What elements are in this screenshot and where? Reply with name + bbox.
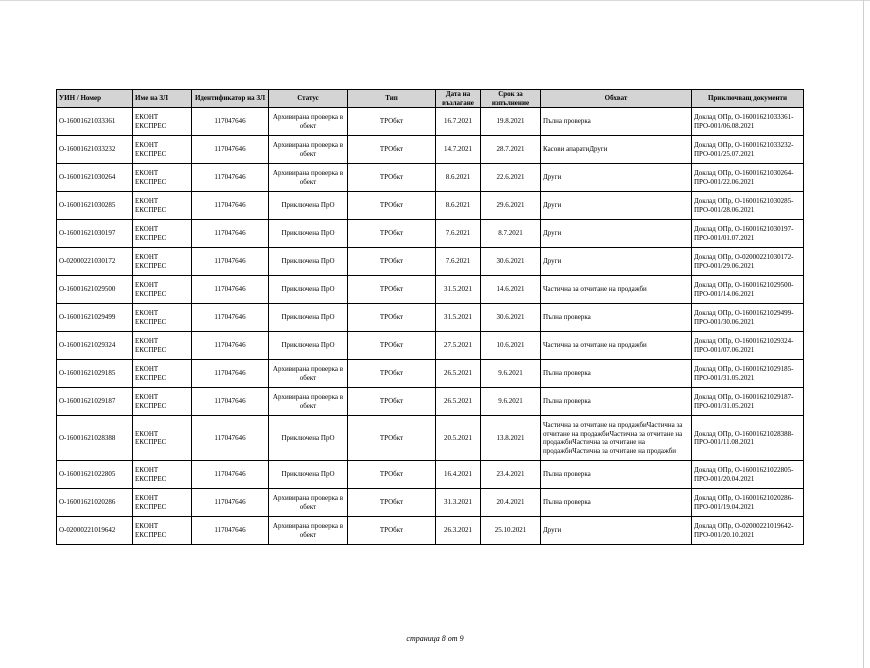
header-date: Дата на възлагане (436, 90, 481, 108)
cell-scope: Пълна проверка (541, 304, 692, 332)
cell-date: 26.3.2021 (436, 517, 481, 545)
cell-id: 117047646 (192, 388, 269, 416)
header-id: Идентификатор на ЗЛ (192, 90, 269, 108)
cell-date: 7.6.2021 (436, 220, 481, 248)
cell-name: ЕКОНТ ЕКСПРЕС (133, 461, 192, 489)
cell-id: 117047646 (192, 332, 269, 360)
cell-docs: Доклад ОПр, О-16001621029185-ПРО-001/31.05.2021 (692, 360, 804, 388)
cell-deadline: 9.6.2021 (481, 360, 541, 388)
cell-name: ЕКОНТ ЕКСПРЕС (133, 360, 192, 388)
cell-scope: Частична за отчитане на продажби (541, 332, 692, 360)
cell-scope: Частична за отчитане на продажбиЧастична за отчитане на продажбиЧастична за отчитане на продажбиЧастична за отчитане на продажбиЧастична за отчитане на продажби (541, 416, 692, 461)
table-row (57, 416, 804, 461)
cell-id: 117047646 (192, 360, 269, 388)
cell-uin: О-16001621029187 (57, 388, 133, 416)
cell-uin: О-16001621029185 (57, 360, 133, 388)
cell-docs: Доклад ОПр, О-16001621029324-ПРО-001/07.06.2021 (692, 332, 804, 360)
cell-name: ЕКОНТ ЕКСПРЕС (133, 220, 192, 248)
cell-id: 117047646 (192, 517, 269, 545)
cell-date: 8.6.2021 (436, 164, 481, 192)
cell-status: Архивирана проверка в обект (269, 164, 348, 192)
table-row (57, 108, 804, 136)
table-row (57, 136, 804, 164)
cell-id: 117047646 (192, 248, 269, 276)
cell-type: ТРОбкт (348, 332, 436, 360)
cell-docs: Доклад ОПр, О-16001621020286-ПРО-001/19.04.2021 (692, 489, 804, 517)
cell-status: Архивирана проверка в обект (269, 108, 348, 136)
cell-uin: О-16001621022805 (57, 461, 133, 489)
cell-status: Архивирана проверка в обект (269, 388, 348, 416)
cell-date: 20.5.2021 (436, 416, 481, 461)
table-body (57, 108, 804, 545)
cell-status: Приключена ПрО (269, 304, 348, 332)
cell-type: ТРОбкт (348, 461, 436, 489)
cell-docs: Доклад ОПр, О-16001621030264-ПРО-001/22.06.2021 (692, 164, 804, 192)
cell-name: ЕКОНТ ЕКСПРЕС (133, 192, 192, 220)
cell-id: 117047646 (192, 461, 269, 489)
cell-scope: Пълна проверка (541, 360, 692, 388)
cell-date: 8.6.2021 (436, 192, 481, 220)
cell-date: 16.4.2021 (436, 461, 481, 489)
table-header-row (57, 90, 804, 108)
cell-uin: О-16001621029500 (57, 276, 133, 304)
cell-id: 117047646 (192, 164, 269, 192)
cell-date: 7.6.2021 (436, 248, 481, 276)
cell-docs: Доклад ОПр, О-16001621030285-ПРО-001/28.06.2021 (692, 192, 804, 220)
header-status: Статус (269, 90, 348, 108)
cell-uin: О-16001621020286 (57, 489, 133, 517)
cell-scope: Други (541, 248, 692, 276)
header-type: Тип (348, 90, 436, 108)
cell-scope: Други (541, 220, 692, 248)
cell-status: Приключена ПрО (269, 332, 348, 360)
table-row (57, 388, 804, 416)
cell-type: ТРОбкт (348, 108, 436, 136)
cell-name: ЕКОНТ ЕКСПРЕС (133, 276, 192, 304)
cell-name: ЕКОНТ ЕКСПРЕС (133, 416, 192, 461)
cell-docs: Доклад ОПр, О-16001621033361-ПРО-001/06.08.2021 (692, 108, 804, 136)
cell-deadline: 28.7.2021 (481, 136, 541, 164)
inspections-table (56, 89, 804, 545)
table-row (57, 248, 804, 276)
cell-status: Приключена ПрО (269, 416, 348, 461)
cell-deadline: 30.6.2021 (481, 304, 541, 332)
cell-status: Архивирана проверка в обект (269, 136, 348, 164)
cell-scope: Пълна проверка (541, 108, 692, 136)
cell-date: 14.7.2021 (436, 136, 481, 164)
cell-date: 31.5.2021 (436, 304, 481, 332)
cell-type: ТРОбкт (348, 416, 436, 461)
cell-status: Архивирана проверка в обект (269, 517, 348, 545)
cell-id: 117047646 (192, 136, 269, 164)
cell-status: Приключена ПрО (269, 276, 348, 304)
cell-docs: Доклад ОПр, О-02000221019642-ПРО-001/20.10.2021 (692, 517, 804, 545)
cell-uin: О-16001621030264 (57, 164, 133, 192)
cell-uin: О-16001621033232 (57, 136, 133, 164)
cell-name: ЕКОНТ ЕКСПРЕС (133, 164, 192, 192)
cell-name: ЕКОНТ ЕКСПРЕС (133, 489, 192, 517)
page-top-edge (0, 0, 870, 7)
cell-deadline: 8.7.2021 (481, 220, 541, 248)
cell-name: ЕКОНТ ЕКСПРЕС (133, 248, 192, 276)
cell-id: 117047646 (192, 489, 269, 517)
cell-date: 31.5.2021 (436, 276, 481, 304)
cell-deadline: 29.6.2021 (481, 192, 541, 220)
cell-type: ТРОбкт (348, 489, 436, 517)
cell-status: Приключена ПрО (269, 192, 348, 220)
cell-type: ТРОбкт (348, 276, 436, 304)
cell-scope: Пълна проверка (541, 489, 692, 517)
cell-uin: О-16001621028388 (57, 416, 133, 461)
table-row (57, 517, 804, 545)
cell-scope: Пълна проверка (541, 461, 692, 489)
table-row (57, 220, 804, 248)
cell-type: ТРОбкт (348, 360, 436, 388)
cell-type: ТРОбкт (348, 164, 436, 192)
cell-docs: Доклад ОПр, О-16001621029499-ПРО-001/30.06.2021 (692, 304, 804, 332)
table-row (57, 192, 804, 220)
cell-type: ТРОбкт (348, 220, 436, 248)
cell-deadline: 19.8.2021 (481, 108, 541, 136)
cell-id: 117047646 (192, 220, 269, 248)
cell-status: Приключена ПрО (269, 220, 348, 248)
cell-type: ТРОбкт (348, 304, 436, 332)
cell-date: 16.7.2021 (436, 108, 481, 136)
cell-type: ТРОбкт (348, 136, 436, 164)
cell-id: 117047646 (192, 108, 269, 136)
cell-docs: Доклад ОПр, О-16001621028388-ПРО-001/11.08.2021 (692, 416, 804, 461)
cell-deadline: 10.6.2021 (481, 332, 541, 360)
cell-uin: О-02000221019642 (57, 517, 133, 545)
cell-date: 26.5.2021 (436, 360, 481, 388)
cell-deadline: 23.4.2021 (481, 461, 541, 489)
cell-scope: Други (541, 517, 692, 545)
cell-uin: О-16001621033361 (57, 108, 133, 136)
cell-type: ТРОбкт (348, 192, 436, 220)
cell-name: ЕКОНТ ЕКСПРЕС (133, 388, 192, 416)
table-row (57, 360, 804, 388)
cell-docs: Доклад ОПр, О-02000221030172-ПРО-001/29.06.2021 (692, 248, 804, 276)
cell-deadline: 25.10.2021 (481, 517, 541, 545)
cell-id: 117047646 (192, 192, 269, 220)
header-uin: УИН / Номер (57, 90, 133, 108)
cell-deadline: 9.6.2021 (481, 388, 541, 416)
cell-id: 117047646 (192, 416, 269, 461)
table-row (57, 276, 804, 304)
cell-type: ТРОбкт (348, 517, 436, 545)
cell-status: Архивирана проверка в обект (269, 489, 348, 517)
cell-deadline: 20.4.2021 (481, 489, 541, 517)
cell-uin: О-16001621029499 (57, 304, 133, 332)
cell-uin: О-16001621030197 (57, 220, 133, 248)
cell-scope: Други (541, 192, 692, 220)
cell-uin: О-16001621029324 (57, 332, 133, 360)
cell-status: Архивирана проверка в обект (269, 360, 348, 388)
table-row (57, 461, 804, 489)
cell-scope: Касови апаратиДруги (541, 136, 692, 164)
cell-date: 26.5.2021 (436, 388, 481, 416)
page-right-edge (863, 0, 870, 668)
cell-docs: Доклад ОПр, О-16001621029187-ПРО-001/31.05.2021 (692, 388, 804, 416)
cell-uin: О-16001621030285 (57, 192, 133, 220)
cell-id: 117047646 (192, 276, 269, 304)
table-row (57, 489, 804, 517)
header-docs: Приключващ документи (692, 90, 804, 108)
cell-name: ЕКОНТ ЕКСПРЕС (133, 136, 192, 164)
cell-name: ЕКОНТ ЕКСПРЕС (133, 517, 192, 545)
cell-date: 31.3.2021 (436, 489, 481, 517)
cell-name: ЕКОНТ ЕКСПРЕС (133, 108, 192, 136)
cell-type: ТРОбкт (348, 248, 436, 276)
cell-scope: Други (541, 164, 692, 192)
table-row (57, 164, 804, 192)
header-deadline: Срок за изпълнение (481, 90, 541, 108)
cell-id: 117047646 (192, 304, 269, 332)
table-row (57, 332, 804, 360)
cell-name: ЕКОНТ ЕКСПРЕС (133, 304, 192, 332)
header-scope: Обхват (541, 90, 692, 108)
cell-docs: Доклад ОПр, О-16001621022805-ПРО-001/20.04.2021 (692, 461, 804, 489)
page-number: страница 8 от 9 (406, 634, 464, 643)
cell-deadline: 22.6.2021 (481, 164, 541, 192)
cell-status: Приключена ПрО (269, 461, 348, 489)
cell-scope: Пълна проверка (541, 388, 692, 416)
cell-docs: Доклад ОПр, О-16001621033232-ПРО-001/25.07.2021 (692, 136, 804, 164)
cell-deadline: 14.6.2021 (481, 276, 541, 304)
header-name: Име на ЗЛ (133, 90, 192, 108)
cell-docs: Доклад ОПр, О-16001621029500-ПРО-001/14.06.2021 (692, 276, 804, 304)
cell-status: Приключена ПрО (269, 248, 348, 276)
cell-scope: Частична за отчитане на продажби (541, 276, 692, 304)
cell-name: ЕКОНТ ЕКСПРЕС (133, 332, 192, 360)
cell-docs: Доклад ОПр, О-16001621030197-ПРО-001/01.07.2021 (692, 220, 804, 248)
cell-deadline: 30.6.2021 (481, 248, 541, 276)
cell-type: ТРОбкт (348, 388, 436, 416)
cell-date: 27.5.2021 (436, 332, 481, 360)
table-row (57, 304, 804, 332)
cell-uin: О-02000221030172 (57, 248, 133, 276)
cell-deadline: 13.8.2021 (481, 416, 541, 461)
